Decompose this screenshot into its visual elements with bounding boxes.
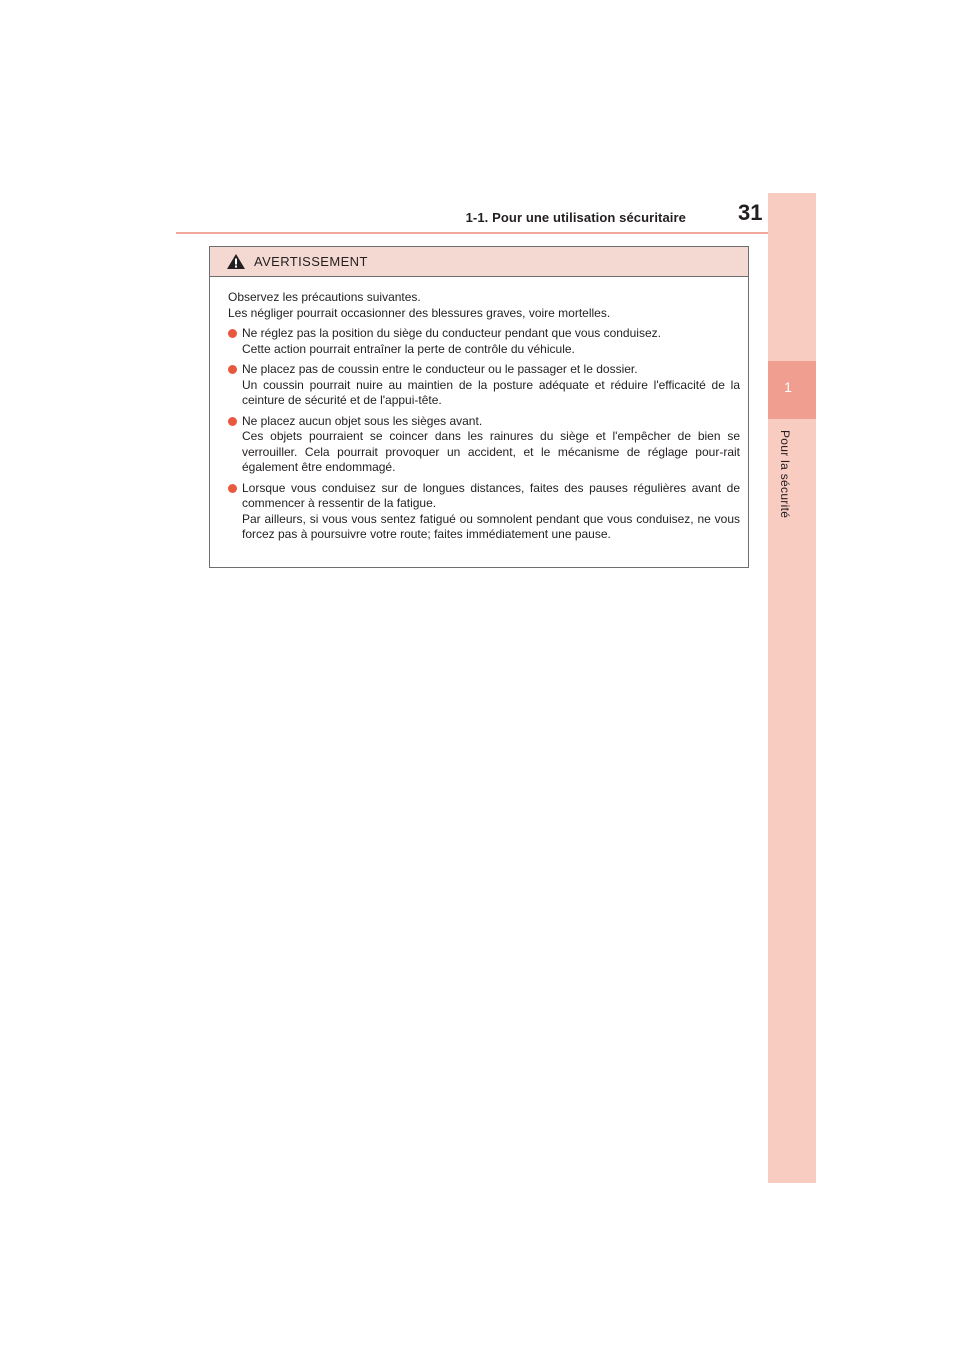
item-detail: Par ailleurs, si vous vous sentez fatigué ou somnolent pendant que vous conduisez, ne vous forcez pas à poursuivre votre route; faites immédiatement une pause. <box>242 511 740 541</box>
header-rule <box>176 232 816 234</box>
warning-item <box>228 362 740 409</box>
bullet-icon <box>228 484 237 493</box>
warning-body <box>210 277 748 543</box>
bullet-icon <box>228 417 237 426</box>
warning-header <box>210 247 748 277</box>
item-lead: Lorsque vous conduisez sur de longues distances, faites des pauses régulières avant de commencer à ressentir de la fatigue. <box>242 480 740 510</box>
item-detail: Cette action pourrait entraîner la perte de contrôle du véhicule. <box>242 341 575 356</box>
chapter-side-tab <box>768 193 816 1183</box>
item-lead: Ne placez aucun objet sous les sièges avant. <box>242 413 483 428</box>
warning-triangle-icon <box>226 253 246 270</box>
warning-item <box>228 326 740 357</box>
bullet-icon <box>228 365 237 374</box>
warning-box <box>209 246 749 568</box>
item-lead: Ne réglez pas la position du siège du conducteur pendant que vous conduisez. <box>242 326 661 340</box>
chapter-label: Pour la sécurité <box>778 430 792 519</box>
section-title: 1-1. Pour une utilisation sécuritaire <box>465 210 686 225</box>
item-lead: Ne placez pas de coussin entre le conducteur ou le passager et le dossier. <box>242 362 638 376</box>
intro-line: Observez les précautions suivantes. <box>228 290 421 304</box>
item-detail: Ces objets pourraient se coincer dans les rainures du siège et l'empêcher de bien se verrouiller. Cela pourrait provoquer un accident, et le mécanisme de réglage pour-rait également être endommagé. <box>242 429 740 474</box>
warning-item <box>228 481 740 543</box>
item-detail: Un coussin pourrait nuire au maintien de la posture adéquate et réduire l'efficacité de la ceinture de sécurité et de l'appui-tête. <box>242 377 740 407</box>
warning-intro <box>228 290 740 321</box>
chapter-marker[interactable] <box>768 361 816 419</box>
warning-item <box>228 414 740 476</box>
chapter-number: 1 <box>784 379 792 395</box>
warning-title: AVERTISSEMENT <box>254 254 368 269</box>
bullet-icon <box>228 329 237 338</box>
page-number: 31 <box>738 200 763 225</box>
intro-line: Les négliger pourrait occasionner des blessures graves, voire mortelles. <box>228 305 611 320</box>
